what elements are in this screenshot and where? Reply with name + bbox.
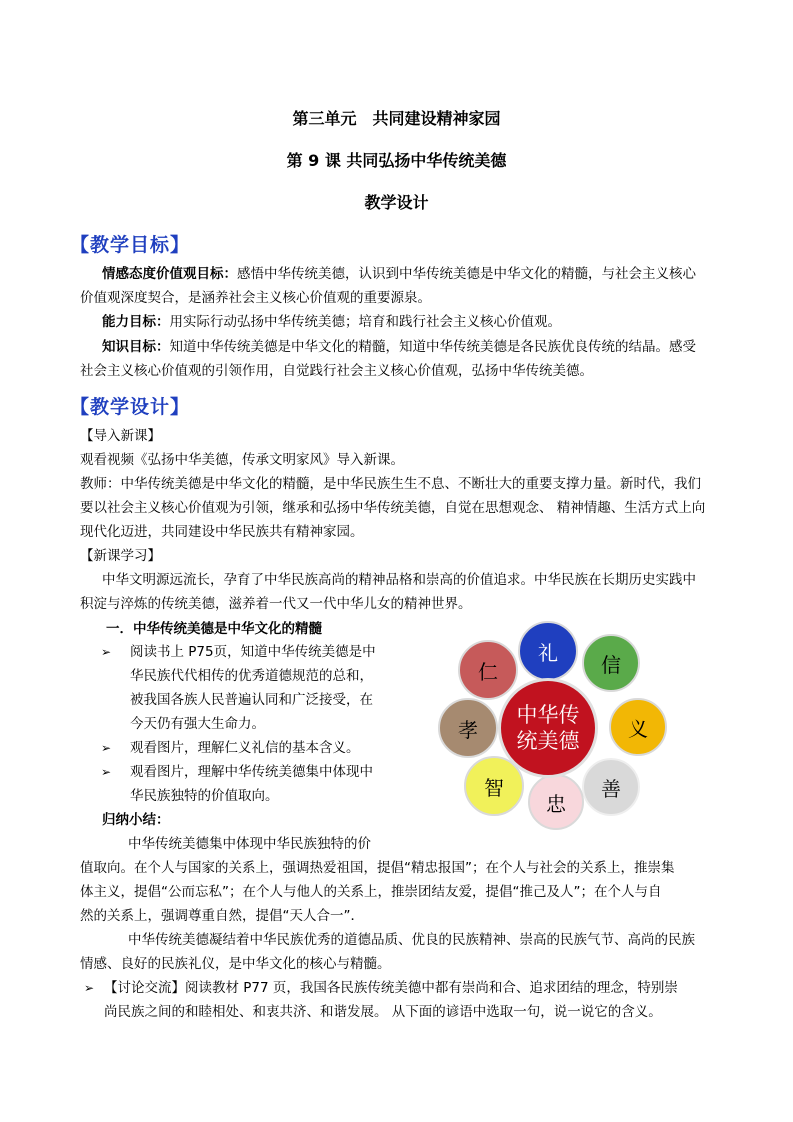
bullet-arrow-icon: ➢ <box>101 645 112 659</box>
virtue-ren-circle <box>458 640 518 700</box>
new-lesson-tag: 【新课学习】 <box>80 548 161 564</box>
bullet-1-line-1: 阅读书上 P75页，知道中华传统美德是中 <box>130 644 376 660</box>
discussion-line-2: 尚民族之间的和睦相处、和衷共济、和谐发展。 从下面的谚语中选取一句，说一说它的含义。 <box>104 1004 662 1020</box>
summary-line-2: 值取向。在个人与国家的关系上，强调热爱祖国，提倡“精忠报国”；在个人与社会的关系上，推崇集 <box>80 860 675 876</box>
new-lesson-line-2: 积淀与淬炼的传统美德，滋养着一代又一代中华儿女的精神世界。 <box>80 596 472 612</box>
bullet-1-line-4: 今天仍有强大生命力。 <box>130 716 265 732</box>
ability-goal <box>102 310 561 334</box>
lesson-title: 第 9 课 共同弘扬中华传统美德 <box>286 151 507 170</box>
virtue-li: 礼 <box>538 640 558 665</box>
ability-goal-label: 能力目标： <box>102 314 170 330</box>
bullet-1-line-2: 华民族代代相传的优秀道德规范的总和， <box>130 668 373 684</box>
bullet-arrow-icon: ➢ <box>84 981 95 995</box>
virtue-shan: 善 <box>601 776 621 801</box>
section-1-title: 一．中华传统美德是中华文化的精髓 <box>106 621 322 637</box>
emotion-goal <box>102 262 696 286</box>
emotion-goal-text: 感悟中华传统美德，认识到中华传统美德是中华文化的精髓，与社会主义核心 <box>237 266 696 282</box>
bullet-arrow-icon: ➢ <box>101 741 112 755</box>
virtue-diagram <box>436 620 676 840</box>
summary-line-5: 中华传统美德凝结着中华民族优秀的道德品质、优良的民族精神、崇高的民族气节、高尚的民族 <box>128 932 695 948</box>
bullet-1-line-3: 被我国各族人民普遍认同和广泛接受，在 <box>130 692 373 708</box>
virtue-xiao: 孝 <box>458 717 478 742</box>
goals-heading: 【教学目标】 <box>70 234 191 256</box>
ability-goal-text: 用实际行动弘扬中华传统美德；培育和践行社会主义核心价值观。 <box>169 314 561 330</box>
knowledge-goal-cont: 社会主义核心价值观的引领作用，自觉践行社会主义核心价值观，弘扬中华传统美德。 <box>80 363 593 379</box>
knowledge-goal-label: 知识目标： <box>102 339 170 355</box>
knowledge-goal-text: 知道中华传统美德是中华文化的精髓，知道中华传统美德是各民族优良传统的结晶。感受 <box>169 339 696 355</box>
summary-line-4: 然的关系上，强调尊重自然，提倡“天人合一”． <box>80 908 364 924</box>
bullet-arrow-icon: ➢ <box>101 765 112 779</box>
emotion-goal-label: 情感态度价值观目标： <box>102 266 237 282</box>
unit-title: 第三单元 共同建设精神家园 <box>292 109 501 128</box>
summary-line-1: 中华传统美德集中体现中华民族独特的价 <box>128 836 371 852</box>
virtue-zhi: 智 <box>484 775 504 800</box>
center-virtue-circle <box>498 678 598 778</box>
intro-tag: 【导入新课】 <box>80 428 161 444</box>
virtue-zhong-circle <box>528 774 584 830</box>
knowledge-goal <box>102 335 696 359</box>
intro-text: 观看视频《弘扬中华美德，传承文明家风》导入新课。 <box>80 452 404 468</box>
summary-line-6: 情感、良好的民族礼仪，是中华文化的核心与精髓。 <box>80 956 391 972</box>
virtue-shan-circle <box>582 758 640 816</box>
teacher-line-1: 教师：中华传统美德是中华文化的精髓，是中华民族生生不息、不断壮大的重要支撑力量。新时代，我们 <box>80 476 701 492</box>
virtue-yi-circle <box>609 698 667 756</box>
virtue-li-circle <box>518 621 578 681</box>
design-heading: 【教学设计】 <box>70 396 191 418</box>
bullet-2: 观看图片，理解仁义礼信的基本含义。 <box>130 740 360 756</box>
summary-line-3: 体主义，提倡“公而忘私”；在个人与他人的关系上，推崇团结友爱，提倡“推己及人”；在个人与自 <box>80 884 662 900</box>
virtue-yi: 义 <box>628 716 648 741</box>
center-label-line-1: 中华传 <box>516 703 580 727</box>
virtue-xiao-circle <box>438 698 498 758</box>
teacher-line-3: 现代化迈进，共同建设中华民族共有精神家园。 <box>80 524 364 540</box>
virtue-ren: 仁 <box>478 659 498 684</box>
bullet-3-line-1: 观看图片，理解中华传统美德集中体现中 <box>130 764 373 780</box>
design-title: 教学设计 <box>364 193 429 212</box>
new-lesson-line-1: 中华文明源远流长，孕育了中华民族高尚的精神品格和崇高的价值追求。中华民族在长期历史实践中 <box>102 572 696 588</box>
teacher-line-2: 要以社会主义核心价值观为引领，继承和弘扬中华传统美德，自觉在思想观念、 精神情趣、生活方式上向 <box>80 500 706 516</box>
virtue-zhong: 忠 <box>546 791 566 816</box>
bullet-3-line-2: 华民族独特的价值取向。 <box>130 788 279 804</box>
summary-label: 归纳小结： <box>102 812 170 828</box>
center-label-line-2: 统美德 <box>516 729 580 753</box>
virtue-xin-circle <box>582 634 640 692</box>
discussion-line-1: 【讨论交流】阅读教材 P77 页，我国各民族传统美德中都有崇尚和合、追求团结的理念，特别崇 <box>104 980 678 996</box>
virtue-xin: 信 <box>601 652 621 677</box>
emotion-goal-cont: 价值观深度契合，是涵养社会主义核心价值观的重要源泉。 <box>80 290 431 306</box>
